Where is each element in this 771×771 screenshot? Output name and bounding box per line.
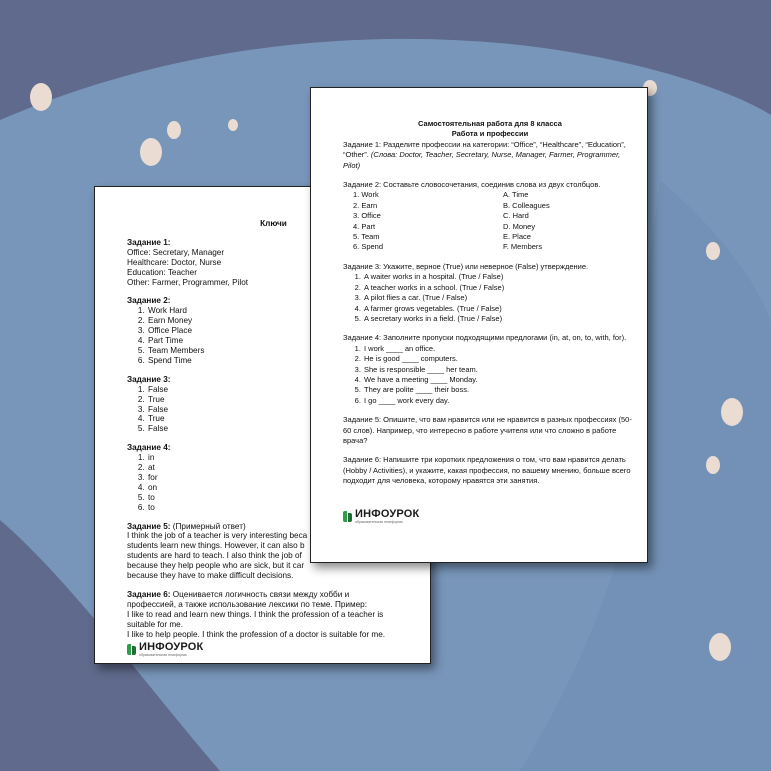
list-item: 1. I work ____ an office. — [363, 344, 637, 354]
text-line: Healthcare: Doctor, Nurse — [127, 257, 222, 267]
key-section-3: Задание 3: 1. False 2. True 3. False 4. True 5. False — [127, 375, 420, 434]
list-item: 2. at — [147, 463, 420, 473]
task-5: Задание 5: Опишите, что вам нравится или не нравится в разных профессиях (50-60 слов). Например, что интересно в работе учителя или что сложно в работе врача? — [343, 415, 632, 445]
task-1: Задание 1: Разделите профессии на категории: “Office”, “Healthcare”, “Education”, “Other”. (Слова: Doctor, Teacher, Secretary, Nurse, Manager, Farmer, Programmer, Pilot) — [343, 139, 626, 170]
list-item: 3. A pilot flies a car. (True / False) — [363, 293, 637, 303]
list-item: 6. to — [147, 503, 420, 513]
right-item: C. Hard — [503, 211, 529, 221]
list-item: 3. She is responsible ____ her team. — [363, 365, 637, 375]
text-line: because they have to make difficult decisions. — [127, 571, 294, 581]
list-item: 5. to — [147, 493, 420, 503]
list-item: 2. Earn Money — [147, 316, 420, 326]
left-item: 4. Part — [353, 221, 376, 231]
logo-icon — [127, 644, 137, 655]
list-item: 2. He is good ____ computers. — [363, 354, 637, 364]
text-line: I like to help people. I think the profession of a doctor is suitable for me. — [127, 629, 386, 639]
list-item: 3. Office Place — [147, 326, 420, 336]
right-item: E. Place — [503, 232, 531, 242]
left-item: 1. Work — [353, 190, 379, 200]
key-section-4: Задание 4: 1. in 2. at 3. for 4. on 5. to 6. to — [127, 443, 420, 512]
task-4: Задание 4: Заполните пропуски подходящими предлогами (in, at, on, to, with, for). 1. I work ____ an office. 2. He is good ____ computers. 3. She is responsible ____ her team. 4. We have a meeting ____ Monday. 5. They are polite ____ their boss. 6. I go ____ work every day. — [343, 333, 637, 406]
list-item: 1. A waiter works in a hospital. (True / False) — [363, 272, 637, 282]
page-title: Самостоятельная работа для 8 класса — [418, 119, 562, 128]
list-item: 6. I go ____ work every day. — [363, 396, 637, 406]
text-line: students learn new things. However, it can also b — [127, 541, 305, 551]
task-3: Задание 3: Укажите, верное (True) или неверное (False) утверждение. 1. A waiter works in a hospital. (True / False) 2. A teacher works in a school. (True / False) 3. A pilot flies a car. (True / False) 4. A farmer grows vegetables. (True / False) 5. A secretary works in a field. (True / False) — [343, 262, 637, 324]
list-item: 2. A teacher works in a school. (True / False) — [363, 283, 637, 293]
right-item: A. Time — [503, 190, 529, 200]
left-item: 3. Office — [353, 211, 381, 221]
list-item: 5. Team Members — [147, 346, 420, 356]
page-subtitle: Работа и профессии — [451, 129, 529, 139]
infourok-logo: ИНФОУРОК образовательная платформа — [127, 642, 420, 657]
list-item: 4. on — [147, 483, 420, 493]
text-line: Office: Secretary, Manager — [127, 247, 225, 257]
list-item: 1. in — [147, 453, 420, 463]
gap-fill-list — [343, 344, 637, 406]
list-item: 1. False — [147, 385, 420, 395]
list-item: 4. Part Time — [147, 336, 420, 346]
statement-list — [343, 272, 637, 324]
task-6: Задание 6: Напишите три коротких предложения о том, что вам нравится делать (Hobby / Activities), и укажите, какая профессия, по вашему мнению, больше всего подходит для человека, которому нравятся эти занятия. — [343, 455, 631, 486]
list-item: 5. A secretary works in a field. (True / False) — [363, 314, 637, 324]
logo-icon — [343, 511, 353, 522]
text-line: I think the job of a teacher is very interesting beca — [127, 531, 308, 541]
text-line: Other: Farmer, Programmer, Pilot — [127, 277, 249, 287]
text-line: students are hard to teach. I also think the job of — [127, 551, 302, 561]
list-item: 4. A farmer grows vegetables. (True / False) — [363, 304, 637, 314]
list-item: 5. They are polite ____ their boss. — [363, 385, 637, 395]
text-line: профессией, а также использование лексики по теме. Пример: — [127, 599, 367, 609]
key-section-6: Задание 6: Оценивается логичность связи между хобби и профессией, а также использование лексики по теме. Пример: I like to read and learn new things. I think the profession of a teacher is suitable for me. I like to help people. I think the profession of a doctor is suitable for me. — [127, 590, 420, 640]
list-item: 1. Work Hard — [147, 306, 420, 316]
task-2: Задание 2: Составьте словосочетания, соединив слова из двух столбцов. 1. Work A. Time 2. Earn B. Colleagues 3. Office C. Hard 4. Part D. Money 5. Team E. Place 6. Spend F. Members — [343, 180, 637, 253]
left-item: 6. Spend — [353, 242, 384, 252]
key-section-1: Задание 1: Office: Secretary, Manager Healthcare: Doctor, Nurse Education: Teacher Other: Farmer, Programmer, Pilot — [127, 238, 420, 288]
list-item: 5. False — [147, 424, 420, 434]
text-line: I like to read and learn new things. I think the profession of a teacher is — [127, 609, 384, 619]
text-line: suitable for me. — [127, 619, 183, 629]
list-item: 2. True — [147, 395, 420, 405]
list-item: 4. We have a meeting ____ Monday. — [363, 375, 637, 385]
list-item: 3. for — [147, 473, 420, 483]
page-title: Ключи — [260, 219, 287, 228]
text-line: because they help people who are sick, but it car — [127, 561, 305, 571]
right-item: D. Money — [503, 221, 536, 231]
infourok-logo: ИНФОУРОК образовательная платформа — [343, 509, 637, 524]
left-item: 5. Team — [353, 232, 380, 242]
key-section-2: Задание 2: 1. Work Hard 2. Earn Money 3. Office Place 4. Part Time 5. Team Members 6. Spend Time — [127, 296, 420, 365]
matching-columns — [343, 190, 637, 252]
right-item: F. Members — [503, 242, 543, 252]
list-item: 4. True — [147, 414, 420, 424]
text-line: Education: Teacher — [127, 267, 197, 277]
list-item: 6. Spend Time — [147, 356, 420, 366]
right-item: B. Colleagues — [503, 200, 550, 210]
key-section-5: Задание 5: (Примерный ответ) I think the job of a teacher is very interesting beca students learn new things. However, it can also b students are hard to teach. I also think the job of because they help people who are sick, but it car because they have to make difficult decisions. — [127, 522, 420, 581]
list-item: 3. False — [147, 405, 420, 415]
worksheet-page — [310, 87, 648, 563]
left-item: 2. Earn — [353, 200, 378, 210]
